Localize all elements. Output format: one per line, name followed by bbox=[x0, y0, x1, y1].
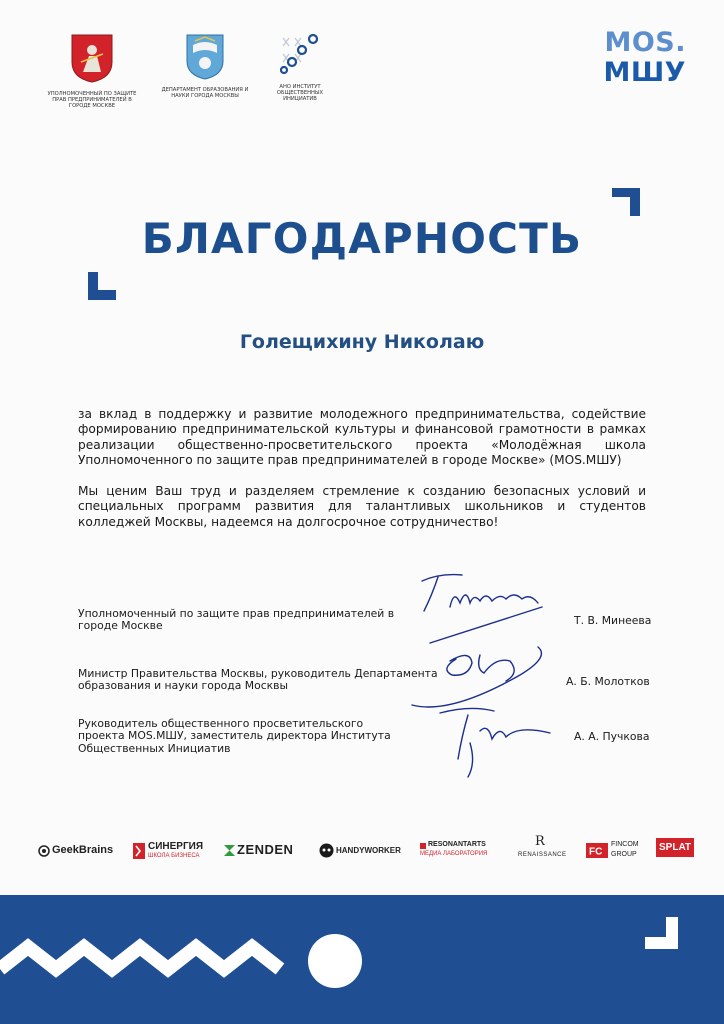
signatory-role-2: Министр Правительства Москвы, руководитель Департамента образования и науки города Москвы bbox=[78, 667, 438, 693]
partner-renaissance: RENAISSANCE bbox=[518, 852, 567, 858]
signatory-role-3: Руководитель общественного просветительского проекта MOS.МШУ, заместитель директора Института Общественных Инициатив bbox=[78, 717, 391, 755]
partner-sinergiya: СИНЕРГИЯ bbox=[148, 841, 204, 852]
ano-institute-logo-icon bbox=[280, 32, 322, 76]
handyworker-icon bbox=[319, 843, 334, 858]
sinergiya-icon bbox=[133, 843, 145, 859]
partner-fincom: FINCOM bbox=[611, 841, 639, 848]
partner-geekbrains: GeekBrains bbox=[52, 844, 114, 856]
recipient-name: Голещихину Николаю bbox=[239, 331, 485, 353]
moscow-coat-of-arms-icon bbox=[69, 32, 115, 84]
logo-caption-ombudsman: УПОЛНОМОЧЕННЫЙ ПО ЗАЩИТЕ ПРАВ ПРЕДПРИНИМАТЕЛЕЙ В ГОРОДЕ МОСКВЕ bbox=[47, 91, 137, 110]
body-paragraph-1: за вклад в поддержку и развитие молодежного предпринимательства, содействие формированию предпринимательской культуры и финансовой грамотности в рамках реализации общественно-просветительского проекта «Молодёжная школа Уполномоченного по защите прав предпринимателей в городе Москве» (MOS.МШУ) bbox=[78, 407, 646, 468]
handwritten-signatures bbox=[410, 565, 560, 780]
resonantarts-icon bbox=[420, 843, 426, 849]
zenden-icon bbox=[224, 845, 235, 856]
partner-fincom-sub: GROUP bbox=[611, 851, 637, 858]
fincom-icon bbox=[586, 843, 608, 858]
partner-splat: SPLAT bbox=[656, 838, 694, 857]
logo-caption-education: ДЕПАРТАМЕНТ ОБРАЗОВАНИЯ И НАУКИ ГОРОДА МОСКВЫ bbox=[161, 87, 249, 100]
renaissance-r-icon: R bbox=[535, 834, 545, 849]
partner-sinergiya-sub: ШКОЛА БИЗНЕСА bbox=[148, 853, 200, 859]
signatory-name-1: Т. В. Минеева bbox=[574, 614, 652, 627]
partner-zenden: ZENDEN bbox=[237, 842, 294, 857]
signatory-name-2: А. Б. Молотков bbox=[566, 675, 650, 688]
signatory-role-1: Уполномоченный по защите прав предпринимателей в городе Москве bbox=[78, 607, 395, 633]
wave-pattern-icon bbox=[0, 895, 724, 1024]
signatory-name-3: А. А. Пучкова bbox=[574, 730, 650, 743]
partner-resonantarts-sub: МЕДИА ЛАБОРАТОРИЯ bbox=[420, 851, 488, 857]
corner-bracket-bottom-left-icon bbox=[88, 272, 116, 300]
education-department-emblem-icon bbox=[183, 31, 227, 81]
body-paragraph-2: Мы ценим Ваш труд и разделяем стремление к созданию безопасных условий и специальных программ развития для талантливых школьников и студентов колледжей Москвы, надеемся на долгосрочное сотрудничество! bbox=[78, 484, 646, 529]
brand-logo bbox=[582, 28, 686, 88]
partner-handyworker: HANDYWORKER bbox=[336, 846, 401, 855]
corner-bracket-top-right-icon bbox=[612, 188, 640, 216]
logo-caption-institute: АНО ИНСТИТУТ ОБЩЕСТВЕННЫХ ИНИЦИАТИВ bbox=[276, 84, 324, 103]
brand-line-2: МШУ bbox=[603, 57, 686, 88]
bottom-decorative-band bbox=[0, 895, 724, 1024]
document-title: БЛАГОДАРНОСТЬ bbox=[141, 214, 583, 263]
svg-text:FC: FC bbox=[589, 846, 603, 858]
partner-resonantarts: RESONANTARTS bbox=[428, 841, 486, 848]
brand-line-1: MOS. bbox=[604, 27, 686, 58]
geekbrains-icon bbox=[38, 845, 50, 857]
